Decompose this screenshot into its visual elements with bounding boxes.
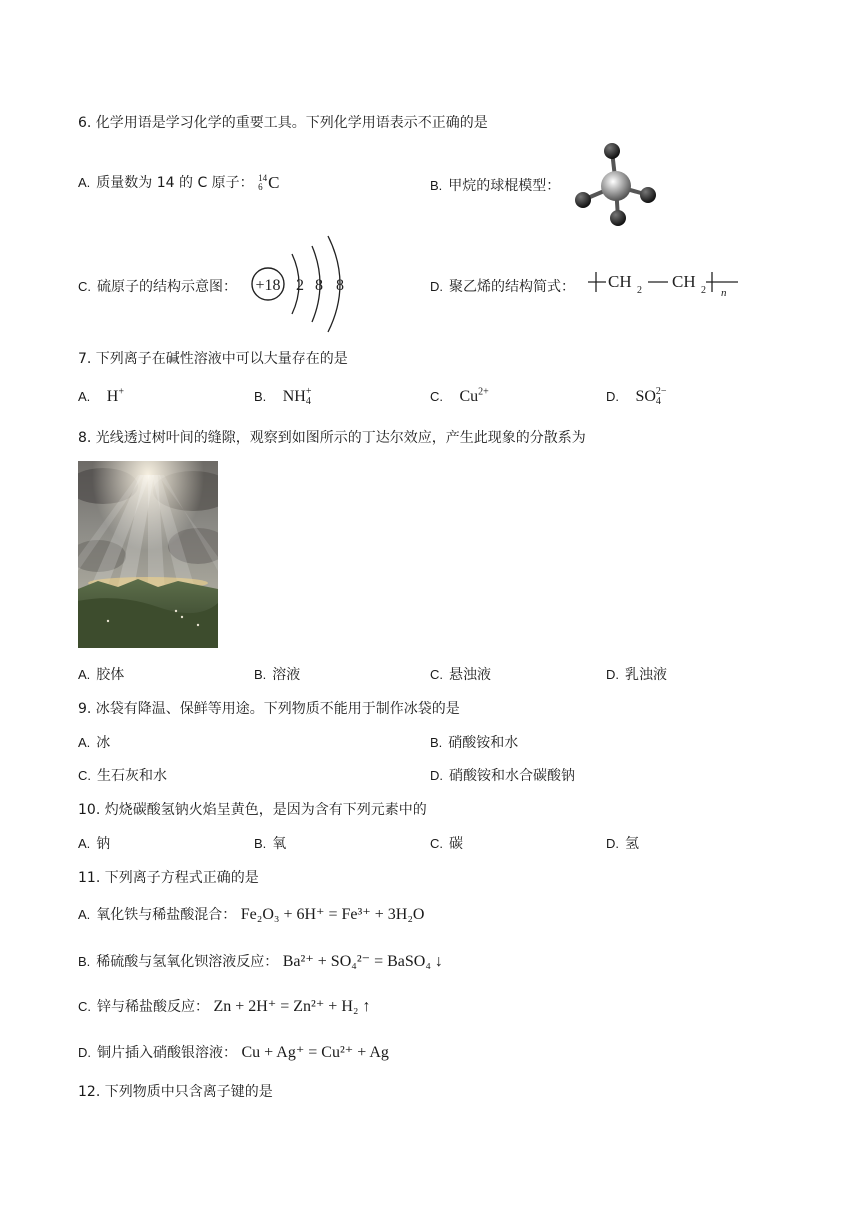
option-text: 聚乙烯的结构简式： [449,279,575,295]
ionic-equation: Ba²⁺ + SO₄²⁻ = BaSO₄ ↓ [282,953,443,970]
option-letter: B. [254,836,267,851]
q9-option-d [430,765,575,785]
q9-option-a [78,732,110,752]
option-text: 碳 [449,836,463,852]
option-text: 乳浊液 [625,667,667,683]
ionic-equation: Cu + Ag⁺ = Cu²⁺ + Ag [241,1044,389,1061]
q10-option-b [254,833,286,853]
option-letter: A. [78,735,91,750]
option-text: 氧化铁与稀盐酸混合： [96,907,237,923]
option-text: 甲烷的球棍模型： [448,178,561,194]
isotope-notation [258,173,279,193]
q10-option-c [430,833,463,853]
ion-formula: NH + 4 [282,386,312,407]
q6-option-d [430,276,575,296]
ion-formula: $Cu^{2+}$ [459,387,489,406]
q8-option-c [430,664,491,684]
option-text: 胶体 [96,667,125,683]
q8-option-b [254,664,300,684]
option-letter: D. [606,667,619,682]
q11-stem: 11. 下列离子方程式正确的是 [78,870,259,886]
option-letter: C. [78,768,91,783]
option-letter: A. [78,836,91,851]
option-letter: B. [78,954,91,969]
option-text: 硝酸铵和水 [448,735,519,751]
option-text: 生石灰和水 [97,768,167,784]
tyndall-effect-photo [78,461,218,648]
q6-option-c [78,276,237,296]
option-letter: A. [78,907,91,922]
nucleus-charge: +18 [255,277,281,294]
q6-stem: 6. 化学用语是学习化学的重要工具。下列化学用语表示不正确的是 [78,115,488,131]
q8-stem: 8. 光线透过树叶间的缝隙，观察到如图所示的丁达尔效应，产生此现象的分散系为 [78,430,586,446]
atomic-number: 6 [258,182,263,192]
option-text: 铜片插入硝酸银溶液： [97,1045,237,1061]
repeat-n: n [721,287,727,299]
option-letter: D. [430,768,443,783]
option-letter: A. [78,389,91,405]
mass-number: 14 [258,173,268,183]
option-text: 锌与稀盐酸反应： [97,999,209,1015]
formula-part-a: CH [608,272,632,291]
q9-option-c [78,765,167,785]
q11-option-a [78,904,424,924]
option-letter: C. [78,279,91,294]
shell-3-electrons: 8 [336,277,344,294]
polyethylene-formula [586,266,746,300]
option-text: 冰 [96,735,111,751]
option-text: 硫原子的结构示意图： [97,279,237,295]
ionic-equation: Fe₂O₃ + 6H⁺ = Fe³⁺ + 3H₂O [240,906,425,923]
option-text: 氧 [272,836,287,852]
option-letter: B. [430,735,443,750]
option-letter: C. [430,667,443,682]
q8-option-d [606,664,667,684]
option-text: 悬浊液 [449,667,491,683]
q12-stem: 12. 下列物质中只含离子键的是 [78,1084,273,1100]
option-letter: B. [254,388,267,404]
option-letter: C. [78,999,91,1014]
sulfur-atom-structure-diagram [248,232,352,336]
q6-option-b [430,175,560,195]
q10-option-a [78,833,110,853]
option-letter: A. [78,175,91,190]
q7-stem: 7. 下列离子在碱性溶液中可以大量存在的是 [78,351,348,367]
option-letter: D. [78,1045,91,1060]
shell-1-electrons: 2 [296,277,304,294]
option-letter: D. [606,388,619,404]
q9-option-b [430,732,518,752]
q6-option-a [78,172,279,193]
option-text: 溶液 [272,667,301,683]
shell-2-electrons: 8 [315,277,323,294]
option-letter: D. [430,279,443,294]
subscript-a: 2 [637,285,642,296]
formula-part-b: CH [672,272,696,291]
q11-option-d [78,1042,389,1062]
option-letter: B. [254,667,267,682]
q7-option-d [606,387,667,407]
option-text: 钠 [96,836,111,852]
option-text: 氢 [625,836,639,852]
ion-formula: SO 2− 4 [635,386,667,407]
option-text: 稀硫酸与氢氧化钡溶液反应： [96,954,279,970]
q7-option-a [78,387,124,406]
element-symbol: C [268,173,280,192]
ion-formula: H+ [106,387,124,406]
ionic-equation: Zn + 2H⁺ = Zn²⁺ + H₂ ↑ [213,998,371,1015]
q9-stem: 9. 冰袋有降温、保鲜等用途。下列物质不能用于制作冰袋的是 [78,701,460,717]
q10-stem: 10. 灼烧碳酸氢钠火焰呈黄色，是因为含有下列元素中的 [78,802,427,818]
option-letter: B. [430,178,443,193]
option-letter: C. [430,836,443,851]
q11-option-b [78,951,443,971]
option-letter: C. [430,389,443,405]
option-text: 质量数为 14 的 C 原子： [96,175,254,191]
q11-option-c [78,996,370,1016]
option-letter: A. [78,667,91,682]
option-text: 硝酸铵和水合碳酸钠 [449,768,575,784]
q7-option-b [254,387,312,407]
methane-ball-stick-model-icon [570,138,662,228]
q8-option-a [78,664,124,684]
q7-option-c [430,387,489,406]
subscript-b: 2 [701,285,706,296]
q10-option-d [606,833,639,853]
option-letter: D. [606,836,619,851]
